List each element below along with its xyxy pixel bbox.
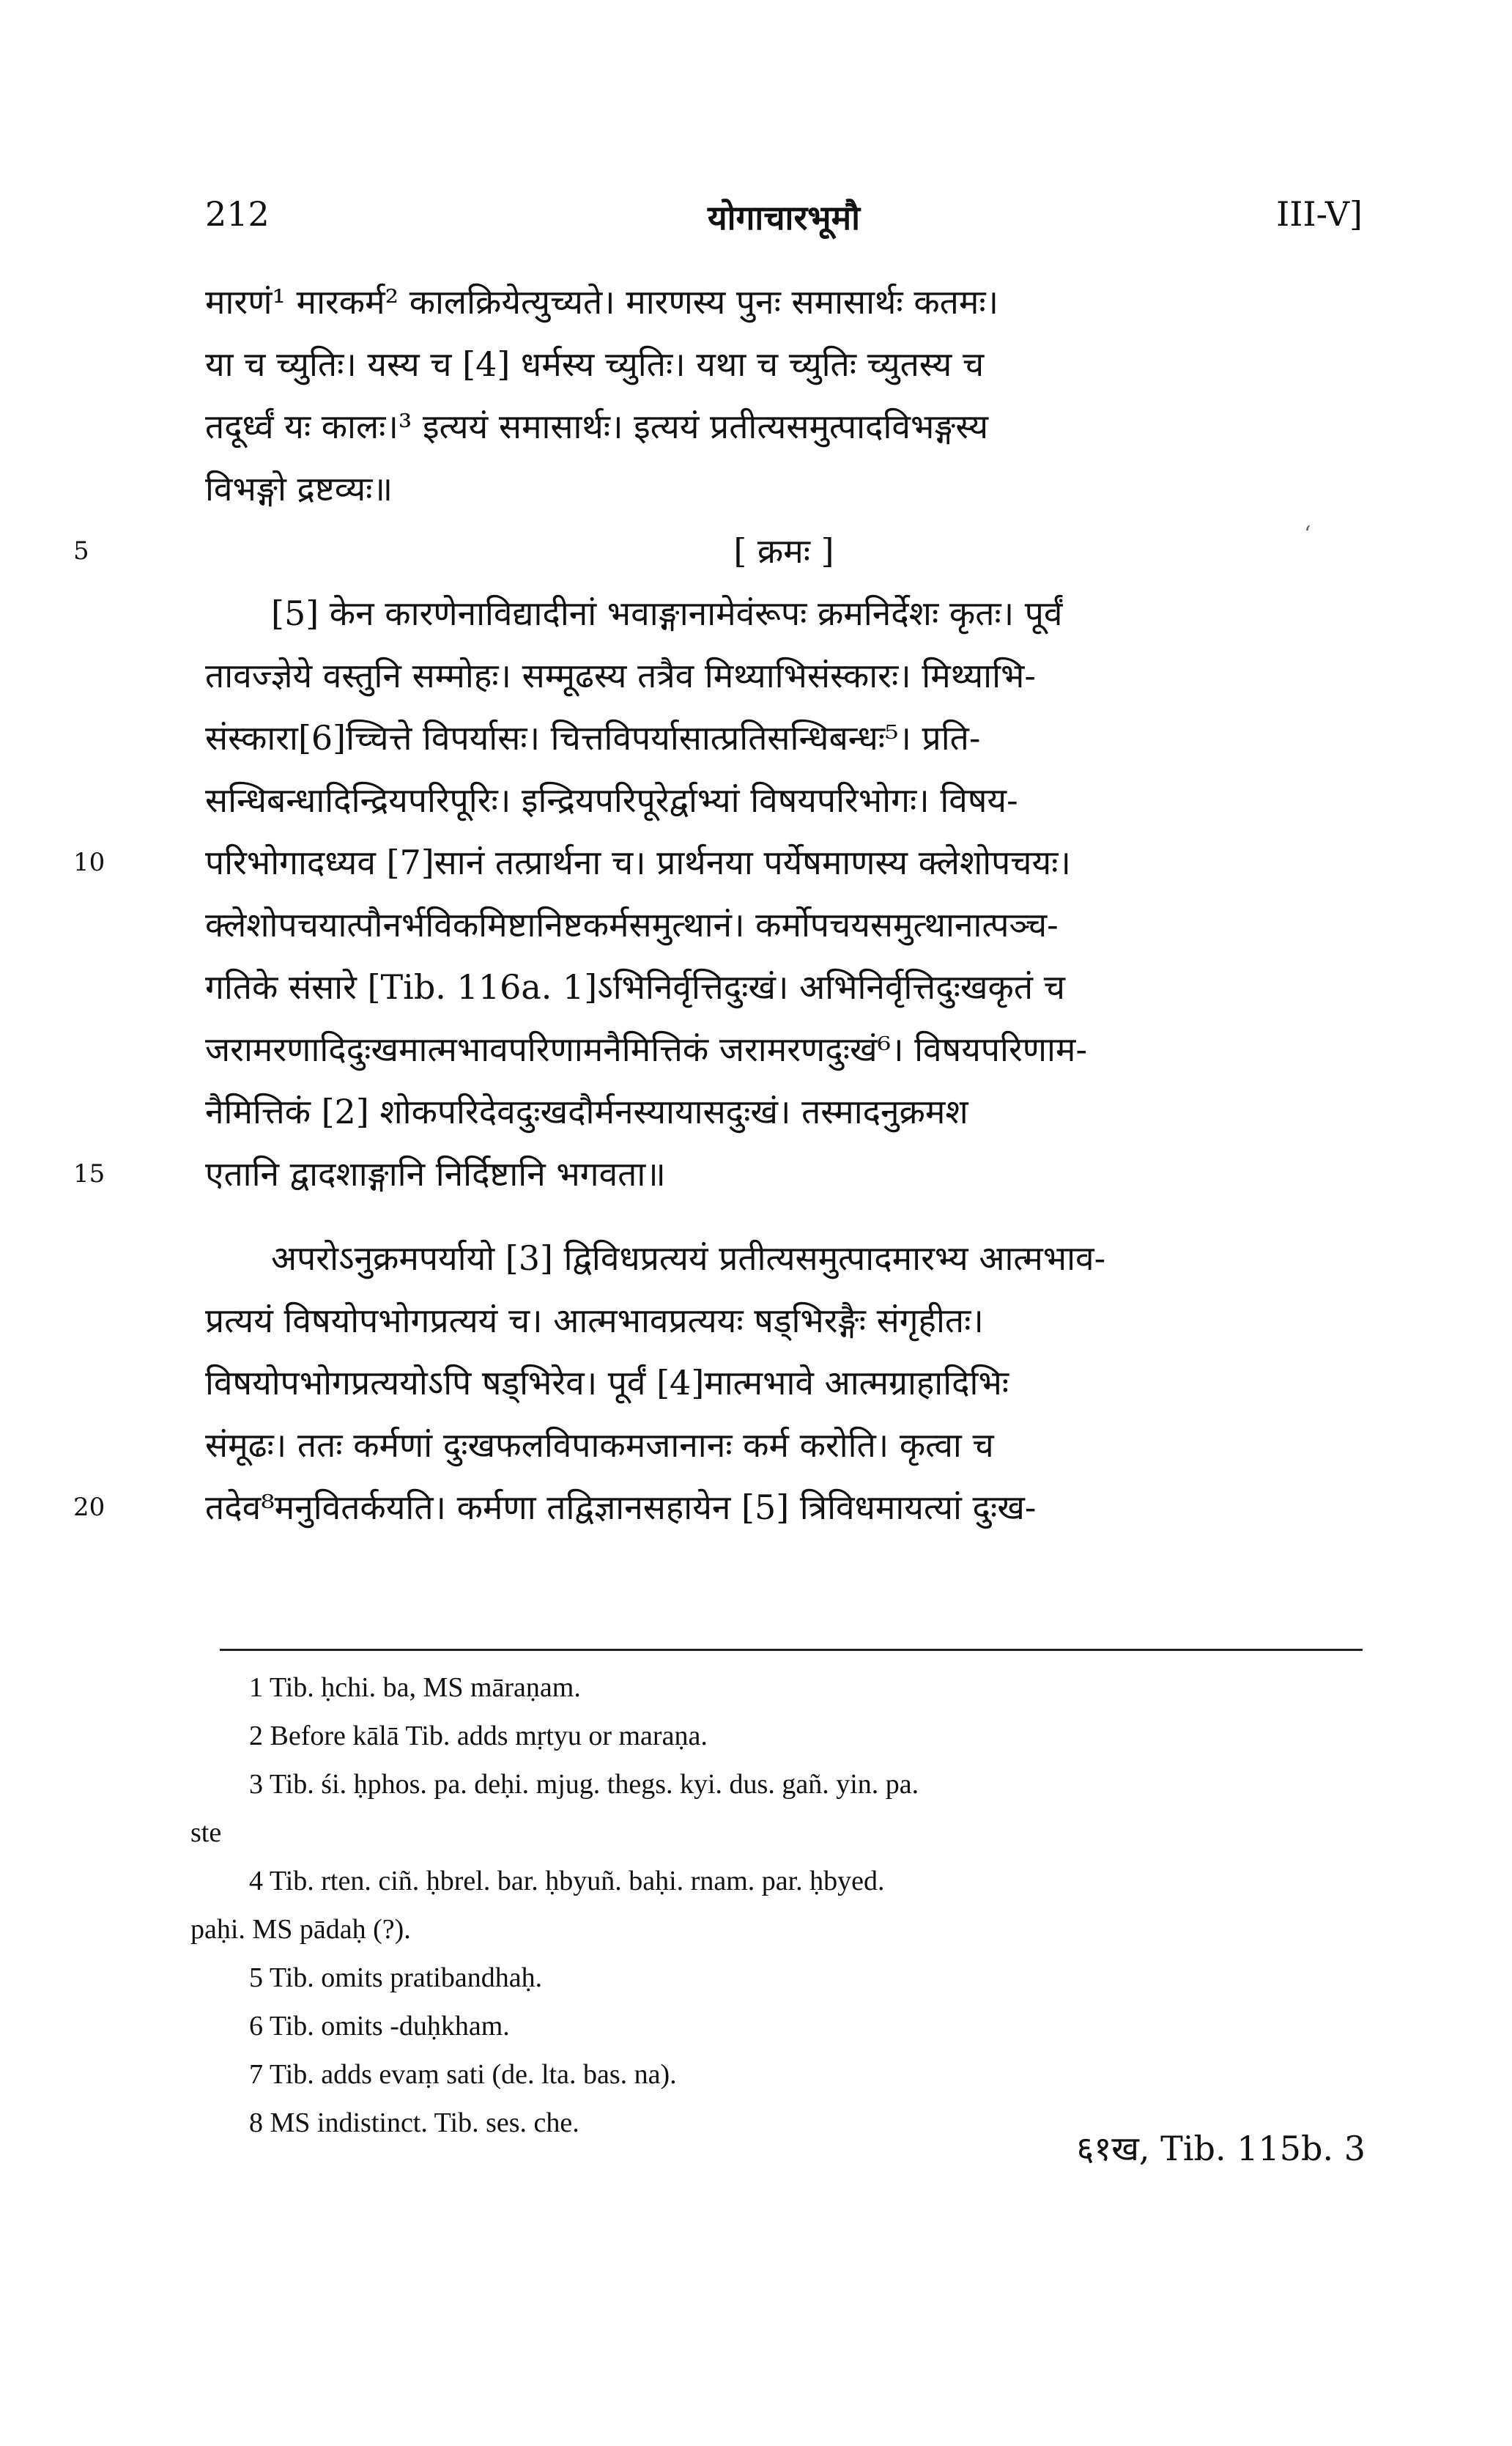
footnote: 4 Tib. rten. ciñ. ḥbrel. bar. ḥbyuñ. baḥi. rnam. par. ḥbyed.: [249, 1866, 885, 1896]
section-heading: [ क्रमः ]: [733, 531, 834, 571]
text-line: एतानि द्वादशाङ्गानि निर्दिष्टानि भगवता॥: [205, 1154, 666, 1194]
folio-note: ६१ख, Tib. 115b. 3: [1076, 2129, 1365, 2168]
text-line: सन्धिबन्धादिन्द्रियपरिपूरिः। इन्द्रियपरिपूरेर्द्वाभ्यां विषयपरिभोगः। विषय-: [205, 780, 1018, 820]
line-number: 20: [73, 1493, 105, 1522]
text-line: संस्कारा[6]च्चित्ते विपर्यासः। चित्तविपर्यासात्प्रतिसन्धिबन्धः⁵। प्रति-: [205, 718, 981, 758]
text-line: तदेव⁸मनुवितर्कयति। कर्मणा तद्विज्ञानसहायेन [5] त्रिविधमायत्यां दुःख-: [205, 1488, 1037, 1527]
line-number: 15: [73, 1159, 105, 1189]
text-line: जरामरणादिदुःखमात्मभावपरिणामनैमित्तिकं जरामरणदुःखं⁶। विषयपरिणाम-: [205, 1030, 1087, 1069]
margin-mark: ‘: [1304, 522, 1311, 547]
footnote: 8 MS indistinct. Tib. ses. che.: [249, 2107, 579, 2138]
text-line: या च च्युतिः। यस्य च [4] धर्मस्य च्युतिः। यथा च च्युतिः च्युतस्य च: [205, 344, 985, 384]
text-line: मारणं¹ मारकर्म² कालक्रियेत्युच्यते। मारणस्य पुनः समासार्थः कतमः।: [205, 282, 999, 322]
text-line: परिभोगादध्यव [7]सानं तत्प्रार्थना च। प्रार्थनया पर्येषमाणस्य क्लेशोपचयः।: [205, 843, 1071, 882]
section-reference: III-V]: [1276, 194, 1363, 234]
text-line: नैमित्तिकं [2] शोकपरिदेवदुःखदौर्मनस्यायासदुःखं। तस्मादनुक्रमश: [205, 1092, 968, 1131]
footnote: 2 Before kālā Tib. adds mṛtyu or maraṇa.: [249, 1721, 708, 1751]
footnote: 1 Tib. ḥchi. ba, MS māraṇam.: [249, 1672, 581, 1703]
text-line: गतिके संसारे [Tib. 116a. 1]ऽभिनिर्वृत्तिदुःखं। अभिनिर्वृत्तिदुःखकृतं च: [205, 967, 1065, 1007]
text-line: विभङ्गो द्रष्टव्यः॥: [205, 469, 393, 509]
running-title: योगाचारभूमौ: [707, 198, 861, 237]
page-header: [205, 194, 1363, 245]
footnote-continuation: ste: [190, 1817, 222, 1848]
page-number: 212: [205, 194, 270, 234]
text-line: संमूढः। ततः कर्मणां दुःखफलविपाकमजानानः कर्म करोति। कृत्वा च: [205, 1425, 994, 1465]
line-number: 5: [73, 536, 89, 566]
footnote: 6 Tib. omits -duḥkham.: [249, 2011, 510, 2042]
text-line: तदूर्ध्वं यः कालः।³ इत्ययं समासार्थः। इत्ययं प्रतीत्यसमुत्पादविभङ्गस्य: [205, 407, 988, 446]
line-number: 10: [73, 848, 105, 877]
text-line: अपरोऽनुक्रमपर्यायो [3] द्विविधप्रत्ययं प्रतीत्यसमुत्पादमारभ्य आत्मभाव-: [271, 1238, 1106, 1278]
footnote-continuation: paḥi. MS pādaḥ (?).: [190, 1914, 411, 1945]
text-line: प्रत्ययं विषयोपभोगप्रत्ययं च। आत्मभावप्रत्ययः षड्भिरङ्गैः संगृहीतः।: [205, 1301, 984, 1340]
text-line: तावज्ज्ञेये वस्तुनि सम्मोहः। सम्मूढस्य तत्रैव मिथ्याभिसंस्कारः। मिथ्याभि-: [205, 656, 1036, 695]
text-line: [5] केन कारणेनाविद्यादीनां भवाङ्गानामेवंरूपः क्रमनिर्देशः कृतः। पूर्वं: [271, 594, 1063, 633]
footnote-divider: [220, 1649, 1363, 1651]
footnote: 5 Tib. omits pratibandhaḥ.: [249, 1962, 543, 1993]
footnote: 7 Tib. adds evaṃ sati (de. lta. bas. na).: [249, 2059, 677, 2090]
text-line: क्लेशोपचयात्पौनर्भविकमिष्टानिष्टकर्मसमुत्थानं। कर्मोपचयसमुत्थानात्पञ्च-: [205, 905, 1059, 945]
text-line: विषयोपभोगप्रत्ययोऽपि षड्भिरेव। पूर्वं [4]मात्मभावे आत्मग्राहादिभिः: [205, 1363, 1009, 1403]
footnote: 3 Tib. śi. ḥphos. pa. deḥi. mjug. thegs. kyi. dus. gañ. yin. pa.: [249, 1769, 919, 1800]
